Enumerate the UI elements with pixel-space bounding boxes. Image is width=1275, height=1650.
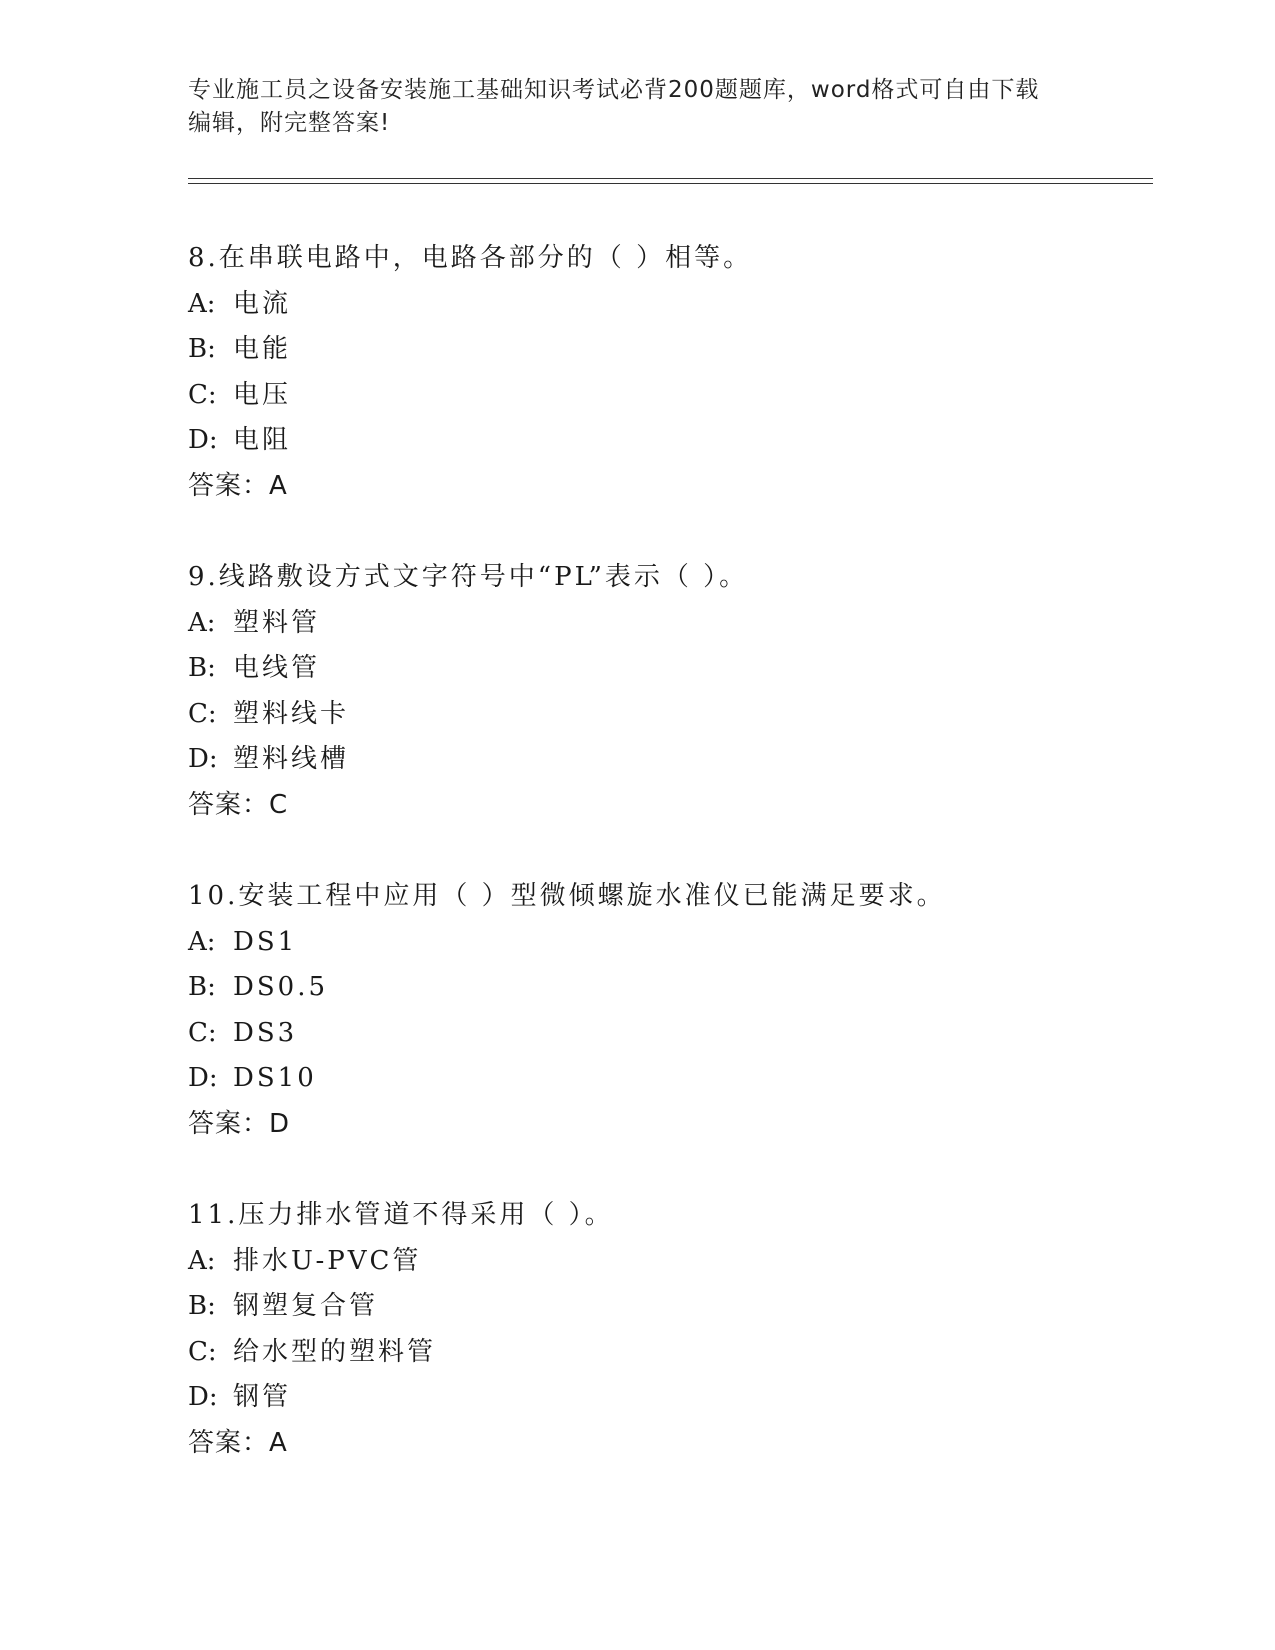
option-letter: C:: [188, 379, 217, 410]
question-10: [188, 874, 1153, 1193]
answer-line: 答案：D: [188, 1108, 291, 1139]
answer-line: 答案：A: [188, 470, 288, 501]
option-letter: D:: [188, 425, 218, 455]
header-line-2: 编辑，附完整答案!: [188, 110, 391, 136]
option-text: 排水U-PVC管: [233, 1245, 422, 1276]
option-text: 给水型的塑料管: [233, 1336, 437, 1367]
option-c: [188, 1330, 1153, 1376]
option-a: [188, 282, 1153, 328]
option-b: [188, 1284, 1153, 1330]
option-b: [188, 965, 1153, 1011]
option-b: [188, 327, 1153, 373]
option-text: DS3: [233, 1017, 298, 1048]
option-text: 塑料管: [233, 607, 321, 638]
question-9: [188, 555, 1153, 874]
option-text: 钢塑复合管: [233, 1291, 379, 1321]
answer-line: 答案：C: [188, 789, 289, 820]
option-text: DS1: [233, 926, 298, 957]
option-a: [188, 601, 1153, 647]
option-text: DS10: [233, 1063, 317, 1093]
option-letter: D:: [188, 744, 218, 774]
option-d: [188, 737, 1153, 783]
option-text: 电流: [233, 288, 292, 319]
option-b: [188, 646, 1153, 692]
question-stem: 11.压力排水管道不得采用（ ）。: [188, 1200, 614, 1230]
option-letter: A:: [188, 288, 216, 319]
document-header: [188, 74, 1068, 140]
option-text: 电能: [233, 334, 292, 364]
answer-line: 答案：A: [188, 1427, 288, 1458]
option-text: 电线管: [233, 653, 321, 683]
option-a: [188, 920, 1153, 966]
option-c: [188, 373, 1153, 419]
option-letter: B:: [188, 334, 216, 364]
option-letter: C:: [188, 1336, 217, 1367]
option-d: [188, 1056, 1153, 1102]
option-letter: C:: [188, 698, 217, 729]
question-list: [188, 236, 1153, 1512]
option-c: [188, 1011, 1153, 1057]
option-letter: B:: [188, 1291, 216, 1321]
option-c: [188, 692, 1153, 738]
question-stem: 9.线路敷设方式文字符号中“PL”表示（ ）。: [188, 562, 749, 592]
option-d: [188, 418, 1153, 464]
option-text: DS0.5: [233, 972, 329, 1002]
option-text: 塑料线槽: [233, 744, 350, 774]
option-text: 钢管: [233, 1382, 292, 1412]
header-line-1: 专业施工员之设备安装施工基础知识考试必背200题题库，word格式可自由下载: [188, 77, 1040, 103]
option-letter: B:: [188, 653, 216, 683]
option-letter: D:: [188, 1382, 218, 1412]
question-stem: 10.安装工程中应用（ ）型微倾螺旋水准仪已能满足要求。: [188, 881, 946, 911]
question-stem: 8.在串联电路中，电路各部分的（ ）相等。: [188, 243, 753, 273]
option-letter: A:: [188, 1245, 216, 1276]
option-text: 电压: [233, 379, 292, 410]
option-a: [188, 1239, 1153, 1285]
option-d: [188, 1375, 1153, 1421]
option-letter: C:: [188, 1017, 217, 1048]
header-divider: [188, 178, 1153, 184]
option-letter: A:: [188, 607, 216, 638]
question-11: [188, 1193, 1153, 1512]
option-letter: A:: [188, 926, 216, 957]
option-letter: B:: [188, 972, 216, 1002]
option-text: 电阻: [233, 425, 292, 455]
option-letter: D:: [188, 1063, 218, 1093]
option-text: 塑料线卡: [233, 698, 350, 729]
question-8: [188, 236, 1153, 555]
